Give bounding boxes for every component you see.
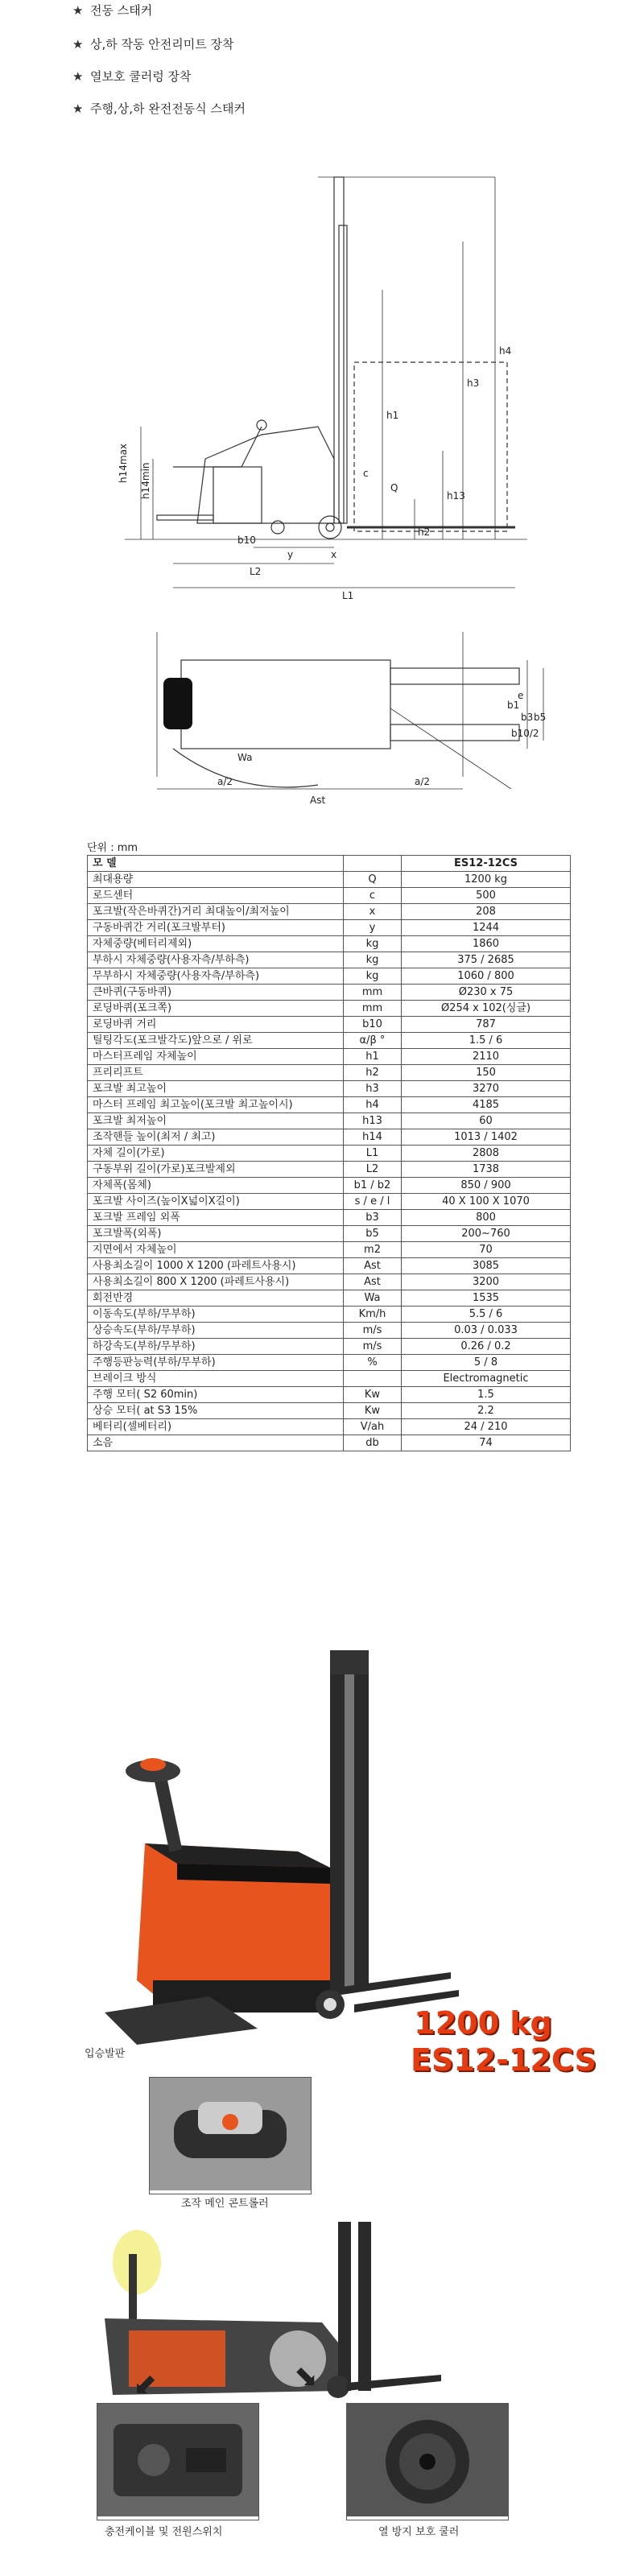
table-cell: 상승 모터( at S3 15%	[88, 1403, 344, 1419]
table-cell: 사용최소길이 1000 X 1200 (파레트사용시)	[88, 1258, 344, 1274]
table-cell: 포크발 프레임 외폭	[88, 1210, 344, 1226]
table-cell: Ø230 x 75	[402, 985, 571, 1001]
table-cell: 틸팅각도(포크발각도)앞으로 / 위로	[88, 1033, 344, 1049]
table-row	[88, 1274, 571, 1290]
arrow-down-left-icon: ⬋	[133, 2368, 158, 2401]
table-row	[88, 888, 571, 904]
table-cell: 소음	[88, 1435, 344, 1451]
table-row	[88, 1435, 571, 1451]
table-cell: 포크발 사이즈(높이X넓이X길이)	[88, 1194, 344, 1210]
dim-b5: b5	[534, 712, 547, 723]
table-cell: 3270	[402, 1081, 571, 1097]
table-cell: 포크발(작은바퀴간)거리 최대높이/최저높이	[88, 904, 344, 920]
table-cell: 1535	[402, 1290, 571, 1307]
table-row	[88, 1210, 571, 1226]
table-cell: 브레이크 방식	[88, 1371, 344, 1387]
table-cell: 4185	[402, 1097, 571, 1113]
table-row	[88, 1242, 571, 1258]
table-cell: 프리리프트	[88, 1065, 344, 1081]
table-cell: 로딩바퀴 거리	[88, 1017, 344, 1033]
table-cell: h4	[344, 1097, 402, 1113]
table-cell: Ast	[344, 1258, 402, 1274]
table-row	[88, 1081, 571, 1097]
dim-y: y	[287, 549, 294, 560]
table-cell: 0.03 / 0.033	[402, 1323, 571, 1339]
table-row	[88, 1419, 571, 1435]
table-cell: V/ah	[344, 1419, 402, 1435]
table-cell: Wa	[344, 1290, 402, 1307]
dim-e: e	[518, 690, 524, 701]
table-cell: Ø254 x 102(싱글)	[402, 1001, 571, 1017]
table-row	[88, 1226, 571, 1242]
table-header-cell: 모 델	[88, 856, 344, 872]
star-icon: ★	[72, 101, 84, 116]
table-cell: L2	[344, 1162, 402, 1178]
dim-b10: b10	[237, 535, 256, 546]
drive-wheel-icon	[163, 678, 192, 729]
table-cell: α/β °	[344, 1033, 402, 1049]
controller-photo	[149, 2077, 312, 2194]
stacker-main-photo	[89, 1642, 459, 2048]
table-cell: 자체중량(베터리제외)	[88, 936, 344, 952]
table-row	[88, 1371, 571, 1387]
table-row	[88, 1065, 571, 1081]
dim-h2: h2	[418, 526, 431, 538]
table-row	[88, 936, 571, 952]
table-row	[88, 1001, 571, 1017]
table-row	[88, 1339, 571, 1355]
table-header-cell	[344, 856, 402, 872]
table-cell: 1860	[402, 936, 571, 952]
table-cell: 0.26 / 0.2	[402, 1339, 571, 1355]
table-row	[88, 1178, 571, 1194]
dim-h14min: h14min	[140, 462, 151, 499]
table-cell: s / e / l	[344, 1194, 402, 1210]
top-view-drawing	[76, 628, 559, 821]
table-cell: 지면에서 자체높이	[88, 1242, 344, 1258]
table-cell: kg	[344, 936, 402, 952]
table-cell: 포크발폭(외폭)	[88, 1226, 344, 1242]
table-row	[88, 872, 571, 888]
table-cell: h13	[344, 1113, 402, 1129]
table-cell: x	[344, 904, 402, 920]
table-cell: m/s	[344, 1339, 402, 1355]
table-cell: L1	[344, 1146, 402, 1162]
table-cell: b5	[344, 1226, 402, 1242]
table-cell: 회전반경	[88, 1290, 344, 1307]
table-cell: 2110	[402, 1049, 571, 1065]
table-cell: 2808	[402, 1146, 571, 1162]
table-cell: 사용최소길이 800 X 1200 (파레트사용시)	[88, 1274, 344, 1290]
table-header-cell: ES12-12CS	[402, 856, 571, 872]
table-cell: m2	[344, 1242, 402, 1258]
table-cell: Km/h	[344, 1307, 402, 1323]
dim-h13: h13	[447, 490, 465, 502]
star-icon: ★	[72, 37, 84, 52]
cooler-photo	[346, 2403, 509, 2520]
feature-item: ★ 주행,상,하 완전전동식 스태커	[72, 101, 246, 116]
table-cell: 1.5	[402, 1387, 571, 1403]
table-cell	[344, 1371, 402, 1387]
table-cell: m/s	[344, 1323, 402, 1339]
table-cell: b10	[344, 1017, 402, 1033]
table-row	[88, 1387, 571, 1403]
dim-wa: Wa	[237, 752, 253, 763]
table-cell: 74	[402, 1435, 571, 1451]
table-row	[88, 1146, 571, 1162]
table-cell: 150	[402, 1065, 571, 1081]
table-cell: 자체폭(몸체)	[88, 1178, 344, 1194]
table-cell: db	[344, 1435, 402, 1451]
table-row	[88, 985, 571, 1001]
table-cell: 큰바퀴(구동바퀴)	[88, 985, 344, 1001]
table-row	[88, 952, 571, 968]
table-row	[88, 904, 571, 920]
table-cell: 70	[402, 1242, 571, 1258]
table-cell: kg	[344, 952, 402, 968]
table-cell: 2.2	[402, 1403, 571, 1419]
dim-a2-right: a/2	[415, 776, 431, 787]
table-cell: Kw	[344, 1403, 402, 1419]
table-cell: mm	[344, 1001, 402, 1017]
dim-ast: Ast	[310, 795, 326, 806]
table-cell: kg	[344, 968, 402, 985]
dim-h3: h3	[467, 378, 480, 389]
feature-item: ★ 전동 스태커	[72, 3, 153, 18]
table-cell: 조작핸들 높이(최저 / 최고)	[88, 1129, 344, 1146]
dim-c: c	[363, 468, 369, 479]
feature-item: ★ 열보호 쿨러렁 장착	[72, 69, 192, 84]
table-cell: 구동바퀴간 거리(포크발부터)	[88, 920, 344, 936]
table-cell: h2	[344, 1065, 402, 1081]
dim-b10-2: b10/2	[511, 728, 539, 739]
table-cell: 5.5 / 6	[402, 1307, 571, 1323]
unit-label: 단위 : mm	[87, 842, 138, 854]
table-cell: 1244	[402, 920, 571, 936]
caption-footboard: 입승발판	[85, 2048, 126, 2060]
model-text: ES12-12CS	[411, 2042, 597, 2078]
table-cell: b1 / b2	[344, 1178, 402, 1194]
table-cell: 이동속도(부하/무부하)	[88, 1307, 344, 1323]
table-cell: h3	[344, 1081, 402, 1097]
table-cell: h14	[344, 1129, 402, 1146]
table-cell: 로드센터	[88, 888, 344, 904]
table-cell: 1013 / 1402	[402, 1129, 571, 1146]
table-cell: h1	[344, 1049, 402, 1065]
table-cell: 3200	[402, 1274, 571, 1290]
dim-l2: L2	[250, 566, 262, 577]
table-header-row	[88, 856, 571, 872]
star-icon: ★	[72, 69, 84, 84]
table-cell: 800	[402, 1210, 571, 1226]
caption-controller: 조작 메인 콘트롤러	[181, 2198, 269, 2210]
table-cell: b3	[344, 1210, 402, 1226]
table-cell: 3085	[402, 1258, 571, 1274]
dim-h1: h1	[386, 410, 399, 421]
dim-q: Q	[390, 482, 398, 493]
table-row	[88, 920, 571, 936]
table-cell: 375 / 2685	[402, 952, 571, 968]
caption-cooler: 열 방지 보호 쿨러	[378, 2526, 460, 2538]
table-cell: 1200 kg	[402, 872, 571, 888]
dim-x: x	[331, 549, 337, 560]
table-cell: 마스터프레임 자체높이	[88, 1049, 344, 1065]
table-cell: 포크발 최고높이	[88, 1081, 344, 1097]
table-cell: Ast	[344, 1274, 402, 1290]
caption-charger: 충전케이블 및 전원스위치	[105, 2526, 223, 2538]
capacity-text: 1200 kg	[414, 2005, 552, 2041]
table-row	[88, 1258, 571, 1274]
table-cell: 상승속도(부하/무부하)	[88, 1323, 344, 1339]
table-cell: 60	[402, 1113, 571, 1129]
table-row	[88, 1033, 571, 1049]
table-cell: 500	[402, 888, 571, 904]
table-row	[88, 1049, 571, 1065]
charger-photo	[97, 2403, 259, 2520]
table-cell: 로딩바퀴(포크쪽)	[88, 1001, 344, 1017]
table-cell: 무부하시 자체중량(사용자측/부하측)	[88, 968, 344, 985]
table-row	[88, 1129, 571, 1146]
table-cell: Q	[344, 872, 402, 888]
table-cell: Kw	[344, 1387, 402, 1403]
table-row	[88, 1403, 571, 1419]
table-cell: 포크발 최저높이	[88, 1113, 344, 1129]
table-cell: 마스터 프레임 최고높이(포크발 최고높이시)	[88, 1097, 344, 1113]
dim-h4: h4	[499, 345, 512, 357]
table-row	[88, 1323, 571, 1339]
table-cell: 5 / 8	[402, 1355, 571, 1371]
table-cell: 24 / 210	[402, 1419, 571, 1435]
table-row	[88, 1017, 571, 1033]
table-cell: mm	[344, 985, 402, 1001]
table-row	[88, 968, 571, 985]
dim-a2-left: a/2	[217, 776, 233, 787]
table-cell: 주행 모터( S2 60min)	[88, 1387, 344, 1403]
table-cell: c	[344, 888, 402, 904]
model-caption	[411, 2004, 597, 2079]
table-cell: 1.5 / 6	[402, 1033, 571, 1049]
table-row	[88, 1290, 571, 1307]
feature-item: ★ 상,하 작동 안전리미트 장착	[72, 37, 234, 52]
table-cell: 200~760	[402, 1226, 571, 1242]
table-cell: 하강속도(부하/무부하)	[88, 1339, 344, 1355]
table-row	[88, 1162, 571, 1178]
table-cell: 베터리(셀베터리)	[88, 1419, 344, 1435]
dim-b1: b1	[507, 700, 520, 711]
spec-table	[87, 855, 571, 1451]
table-row	[88, 1355, 571, 1371]
table-cell: 1738	[402, 1162, 571, 1178]
side-view-drawing	[76, 161, 559, 628]
table-cell: 최대용량	[88, 872, 344, 888]
dim-h14max: h14max	[118, 443, 129, 483]
table-cell: 1060 / 800	[402, 968, 571, 985]
dim-l1: L1	[342, 590, 354, 601]
table-cell: 208	[402, 904, 571, 920]
table-cell: 자체 길이(가로)	[88, 1146, 344, 1162]
table-cell: 787	[402, 1017, 571, 1033]
table-cell: Electromagnetic	[402, 1371, 571, 1387]
table-cell: 구동부위 길이(가로)포크발제외	[88, 1162, 344, 1178]
table-row	[88, 1113, 571, 1129]
table-cell: 40 X 100 X 1070	[402, 1194, 571, 1210]
table-cell: 850 / 900	[402, 1178, 571, 1194]
table-row	[88, 1194, 571, 1210]
table-cell: 부하시 자체중량(사용자측/부하측)	[88, 952, 344, 968]
arrow-down-right-icon: ⬊	[294, 2360, 319, 2393]
table-cell: 주행등판능력(부하/무부하)	[88, 1355, 344, 1371]
table-cell: %	[344, 1355, 402, 1371]
table-cell: y	[344, 920, 402, 936]
table-row	[88, 1307, 571, 1323]
dim-b3: b3	[521, 712, 534, 723]
table-row	[88, 1097, 571, 1113]
star-icon: ★	[72, 3, 84, 18]
